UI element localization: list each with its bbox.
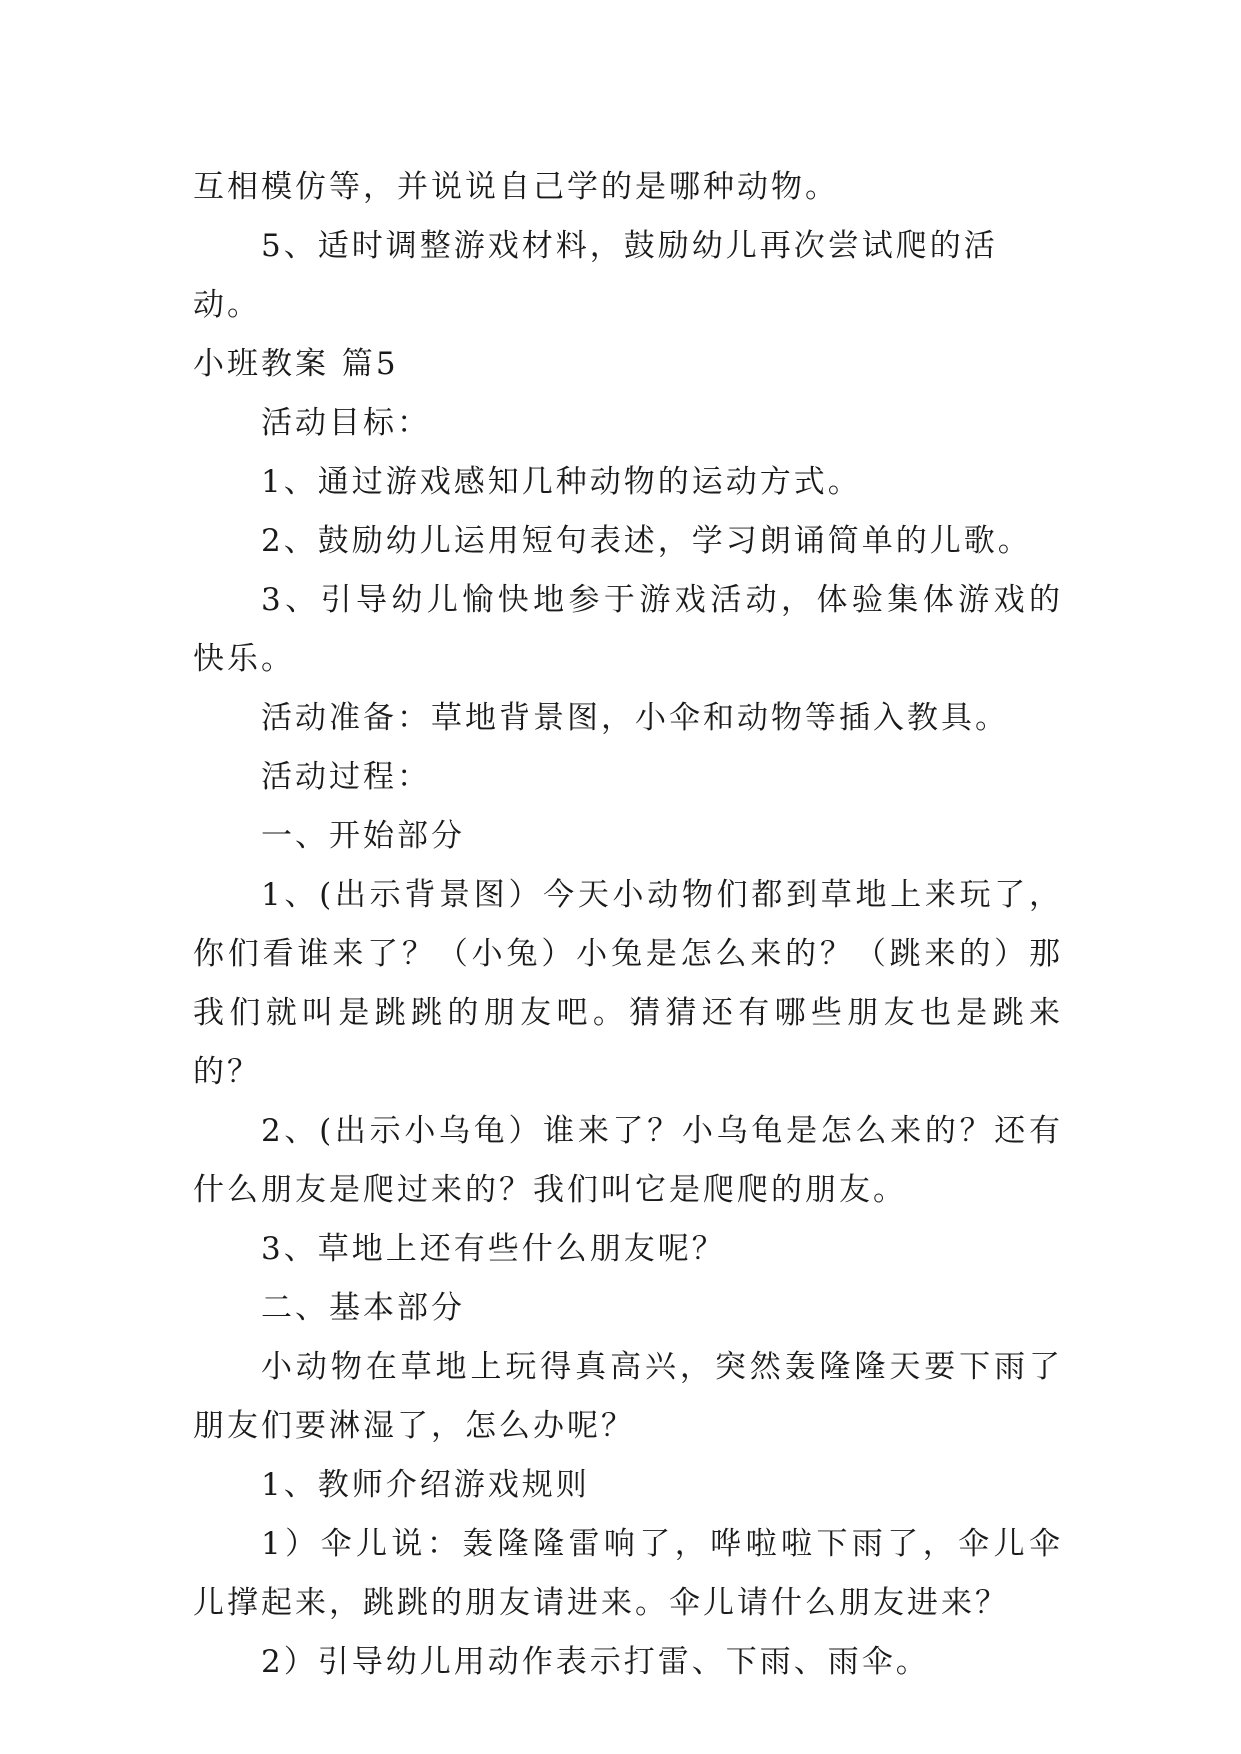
- part-two-intro: 小动物在草地上玩得真高兴，突然轰隆隆天要下雨了朋友们要淋湿了，怎么办呢？: [193, 1349, 1063, 1444]
- goal-2: 2、鼓励幼儿运用短句表述，学习朗诵简单的儿歌。: [261, 523, 1032, 559]
- document-body: [193, 158, 1063, 1692]
- part-one-step-1: 1、(出示背景图）今天小动物们都到草地上来玩了，你们看谁来了？（小兔）小兔是怎么来的？（跳来的）那我们就叫是跳跳的朋友吧。猜猜还有哪些朋友也是跳来的？: [193, 877, 1063, 1090]
- activity-preparation: 活动准备：草地背景图，小伞和动物等插入教具。: [261, 700, 1009, 736]
- activity-goals-heading: 活动目标：: [261, 405, 431, 441]
- part-one-step-2: 2、(出示小乌龟）谁来了？小乌龟是怎么来的？还有什么朋友是爬过来的？我们叫它是爬爬的朋友。: [193, 1113, 1063, 1208]
- section-heading: 小班教案 篇5: [193, 346, 399, 382]
- activity-process-heading: 活动过程：: [261, 759, 431, 795]
- paragraph-continuation: 互相模仿等，并说说自己学的是哪种动物。: [193, 169, 839, 205]
- part-one-heading: 一、开始部分: [261, 818, 465, 854]
- paragraph-step-5: 5、适时调整游戏材料，鼓励幼儿再次尝试爬的活动。: [193, 228, 998, 323]
- goal-1: 1、通过游戏感知几种动物的运动方式。: [261, 464, 862, 500]
- game-rules-heading: 1、教师介绍游戏规则: [261, 1467, 590, 1503]
- part-one-step-3: 3、草地上还有些什么朋友呢？: [261, 1231, 726, 1267]
- game-rule-2: 2）引导幼儿用动作表示打雷、下雨、雨伞。: [261, 1644, 930, 1680]
- part-two-heading: 二、基本部分: [261, 1290, 465, 1326]
- goal-3: 3、引导幼儿愉快地参于游戏活动，体验集体游戏的快乐。: [193, 582, 1063, 677]
- game-rule-1: 1）伞儿说：轰隆隆雷响了，哗啦啦下雨了，伞儿伞儿撑起来，跳跳的朋友请进来。伞儿请什么朋友进来？: [193, 1526, 1063, 1621]
